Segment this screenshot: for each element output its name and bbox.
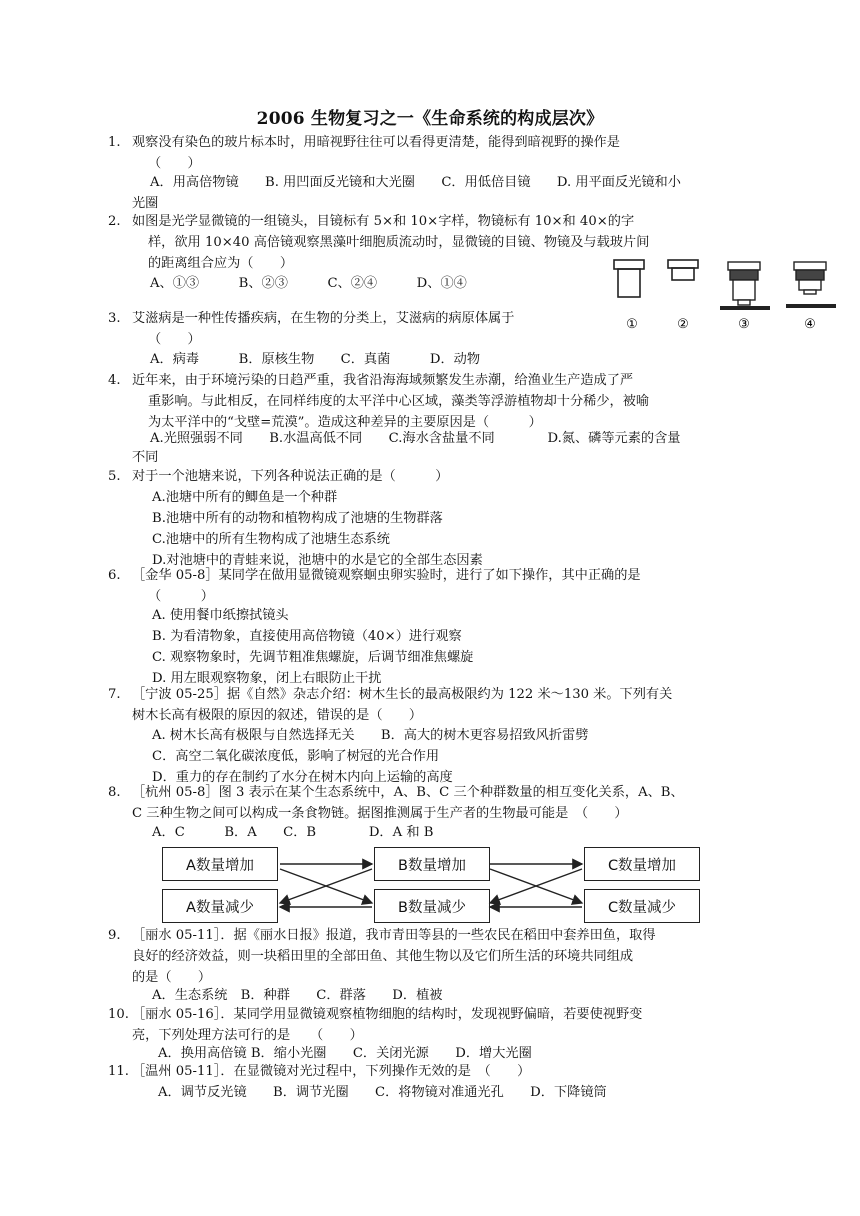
option: A. 使用餐巾纸擦拭镜头 (152, 608, 289, 623)
question-8 (108, 782, 732, 824)
options-line: A．调节反光镜 B．调节光圈 C．将物镜对准通光孔 D．下降镜筒 (158, 1085, 607, 1100)
question-number: 2. (108, 214, 121, 229)
question-9 (108, 925, 732, 988)
box-a-increase: A数量增加 (162, 847, 278, 881)
objective-1-icon (720, 262, 770, 308)
option: A.池塘中所有的鲫鱼是一个种群 (152, 490, 338, 505)
option: C. 观察物象时，先调节粗准焦螺旋，后调节细准焦螺旋 (152, 650, 474, 665)
question-text: C 三种生物之间可以构成一条食物链。据图推测属于生产者的生物最可能是 （ ） (132, 806, 628, 821)
question-7 (108, 684, 732, 726)
options-line: A．换用高倍镜 B．缩小光圈 C．关闭光源 D．增大光圈 (158, 1046, 532, 1061)
question-number: 4. (108, 373, 121, 388)
box-c-decrease: C数量减少 (584, 889, 700, 923)
question-text: 的距离组合应为（ ） (148, 256, 294, 271)
options-line: A．生态系统 B．种群 C．群落 D．植被 (152, 988, 443, 1003)
question-text: ［温州 05-11］．在显微镜对光过程中，下列操作无效的是 （ ） (132, 1064, 531, 1079)
option: D. 用左眼观察物象，闭上右眼防止干扰 (152, 671, 382, 686)
question-6 (108, 565, 732, 607)
option: B. 为看清物象，直接使用高倍物镜（40×）进行观察 (152, 629, 462, 644)
option: D．重力的存在制约了水分在树木内向上运输的高度 (152, 770, 453, 785)
option: D.对池塘中的青蛙来说，池塘中的水是它的全部生态因素 (152, 553, 483, 568)
question-number: 8. (108, 785, 121, 800)
option: A. 树木长高有极限与自然选择无关 B．高大的树木更容易招致风折雷劈 (152, 728, 589, 743)
eyepiece-2-icon (668, 260, 698, 280)
objective-2-icon (786, 262, 836, 306)
question-text: （ ） (148, 332, 201, 347)
question-number: 9. (108, 928, 121, 943)
question-text: 亮，下列处理方法可行的是 （ ） (132, 1028, 363, 1043)
question-text: 观察没有染色的玻片标本时，用暗视野往往可以看得更清楚，能得到暗视野的操作是 (132, 135, 620, 150)
question-10 (108, 1004, 732, 1046)
question-text: （ ） (148, 156, 201, 171)
option: C．高空二氧化碳浓度低，影响了树冠的光合作用 (152, 749, 440, 764)
question-number: 5. (108, 469, 121, 484)
option: B.池塘中所有的动物和植物构成了池塘的生物群落 (152, 511, 443, 526)
question-6-options (152, 605, 742, 689)
question-text: ［丽水 05-11］．据《丽水日报》报道，我市青田等县的一些农民在稻田中套养田鱼，取得 (132, 928, 656, 943)
question-text: 良好的经济效益，则一块稻田里的全部田鱼、其他生物以及它们所生活的环境共同组成 (132, 949, 634, 964)
question-number: 1. (108, 135, 121, 150)
eyepiece-1-icon (614, 260, 644, 297)
question-text: 对于一个池塘来说，下列各种说法正确的是（ ） (132, 469, 449, 484)
question-text: 近年来，由于环境污染的日趋严重，我省沿海海域频繁发生赤潮，给渔业生产造成了严 (132, 373, 634, 388)
box-a-decrease: A数量减少 (162, 889, 278, 923)
question-text: （ ） (148, 589, 214, 604)
microscope-lens-figure (610, 256, 850, 336)
options-line: A.光照强弱不同 B.水温高低不同 C.海水含盐量不同 D.氮、磷等元素的含量 (150, 431, 681, 446)
box-c-increase: C数量增加 (584, 847, 700, 881)
question-7-options (152, 725, 742, 788)
lens-label-2: ② (677, 317, 689, 332)
question-text: ［金华 05-8］某同学在做用显微镜观察蛔虫卵实验时，进行了如下操作，其中正确的是 (132, 568, 641, 583)
question-text: 重影响。与此相反，在同样纬度的太平洋中心区域，藻类等浮游植物却十分稀少，被喻 (148, 394, 650, 409)
question-text: 树木长高有极限的原因的叙述，错误的是（ ） (132, 708, 423, 723)
options-line: A、①③ B、②③ C、②④ D、①④ (150, 276, 467, 291)
option: C.池塘中的所有生物构成了池塘生态系统 (152, 532, 390, 547)
lens-label-4: ④ (804, 317, 816, 332)
options-line: 光圈 (132, 196, 159, 211)
lens-label-3: ③ (738, 317, 750, 332)
question-3 (108, 308, 602, 350)
question-1 (108, 132, 732, 174)
lens-label-1: ① (626, 317, 638, 332)
question-text: 艾滋病是一种性传播疾病，在生物的分类上，艾滋病的病原体属于 (132, 311, 515, 326)
page-title: 2006 生物复习之一《生命系统的构成层次》 (256, 109, 604, 129)
question-text: ［丽水 05-16］．某同学用显微镜观察植物细胞的结构时，发现视野偏暗，若要使视野变 (132, 1007, 643, 1022)
question-text: 如图是光学显微镜的一组镜头，目镜标有 5×和 10×字样，物镜标有 10×和 40×的字 (132, 214, 635, 229)
options-line: A．C B．A C．B D．A 和 B (152, 825, 434, 840)
question-text: 为太平洋中的“戈壁=荒漠”。造成这种差异的主要原因是（ ） (148, 415, 542, 430)
question-11 (108, 1061, 732, 1082)
question-number: 11. (108, 1064, 129, 1079)
question-number: 6. (108, 568, 121, 583)
options-line: A．病毒 B．原核生物 C．真菌 D．动物 (150, 352, 481, 367)
options-line: 不同 (132, 450, 159, 465)
question-5-options (152, 487, 742, 571)
question-5 (108, 466, 732, 487)
population-relationship-diagram (162, 847, 702, 925)
question-text: ［杭州 05-8］图 3 表示在某个生态系统中，A、B、C 三个种群数量的相互变化关系，A、B、 (132, 785, 684, 800)
question-text: 的是（ ） (132, 970, 212, 985)
options-line: A．用高倍物镜 B. 用凹面反光镜和大光圈 C．用低倍目镜 D. 用平面反光镜和小 (150, 175, 681, 190)
question-text: ［宁波 05-25］据《自然》杂志介绍：树木生长的最高极限约为 122 米～130 米。下列有关 (132, 687, 673, 702)
question-number: 7. (108, 687, 121, 702)
box-b-increase: B数量增加 (374, 847, 490, 881)
question-text: 样，欲用 10×40 高倍镜观察黑藻叶细胞质流动时，显微镜的目镜、物镜及与载玻片间 (148, 235, 650, 250)
question-number: 3. (108, 311, 121, 326)
question-number: 10. (108, 1007, 129, 1022)
question-4 (108, 370, 732, 433)
box-b-decrease: B数量减少 (374, 889, 490, 923)
